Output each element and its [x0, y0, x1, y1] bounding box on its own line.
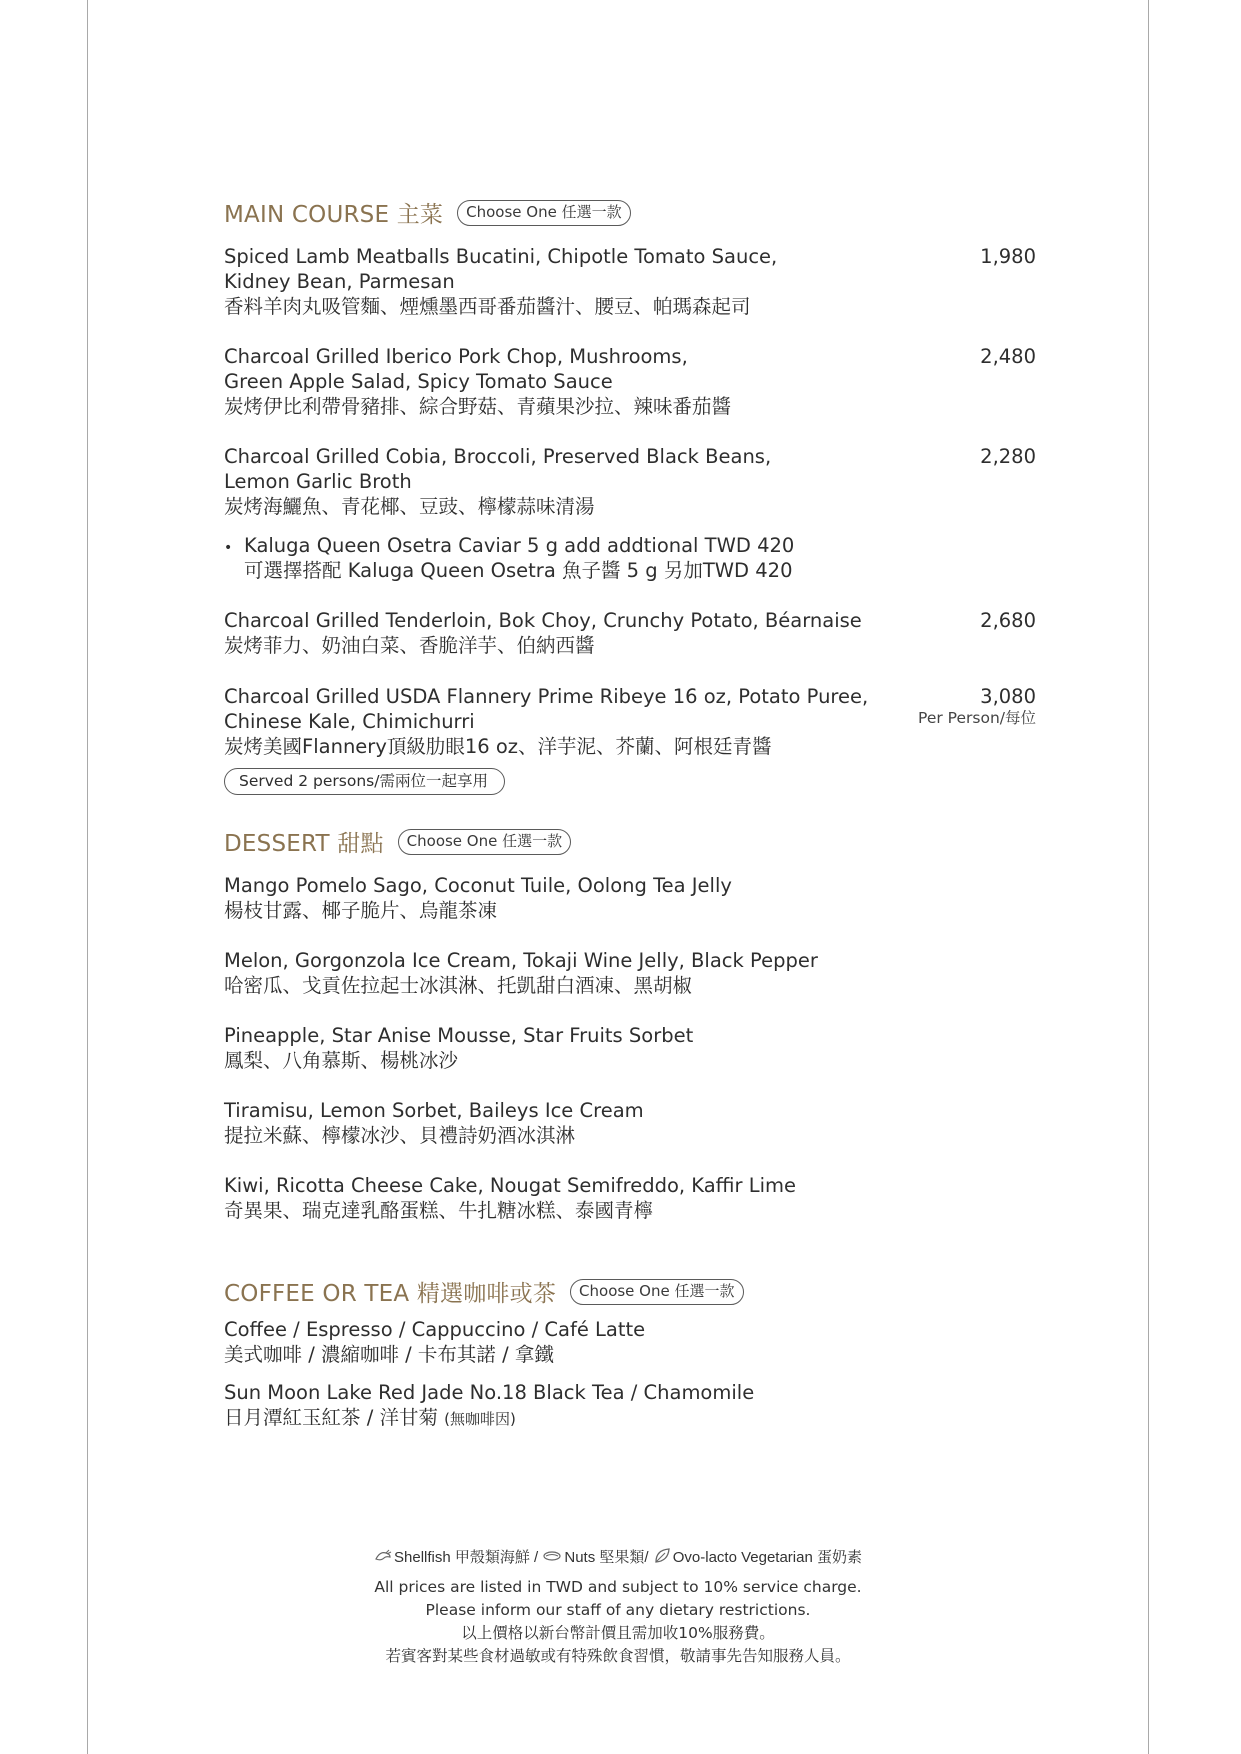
dessert-item [224, 1098, 1036, 1148]
item-name-zh: 炭烤美國Flannery頂級肋眼16 oz、洋芋泥、芥蘭、阿根廷青醬 [224, 735, 772, 758]
item-name-en-cont: Lemon Garlic Broth [224, 470, 412, 493]
caviar-addon-en: • Kaluga Queen Osetra Caviar 5 g add addtional TWD 420 [224, 533, 1036, 561]
main-course-title: MAIN COURSE 主菜 [224, 202, 444, 228]
bullet-icon: • [224, 540, 233, 556]
item-name-en: Melon, Gorgonzola Ice Cream, Tokaji Wine Jelly, Black Pepper [224, 949, 818, 972]
item-name-en-cont: Kidney Bean, Parmesan [224, 270, 455, 293]
item-name-en-cont: Green Apple Salad, Spicy Tomato Sauce [224, 370, 613, 393]
dessert-item [224, 873, 1036, 923]
item-name-en: Charcoal Grilled Iberico Pork Chop, Mushrooms, [224, 345, 688, 368]
coffee-choose-pill: Choose One 任選一款 [570, 1279, 743, 1305]
tea-item [224, 1380, 1036, 1432]
main-item-cobia [224, 444, 1036, 519]
item-price [918, 684, 1036, 727]
item-name-en-cont: Chinese Kale, Chimichurri [224, 710, 475, 733]
item-price-value: 3,080 [980, 685, 1036, 708]
decaf-note: (無咖啡因) [444, 1410, 516, 1428]
coffee-title: COFFEE OR TEA 精選咖啡或茶 [224, 1281, 557, 1307]
allergen-legend [87, 1546, 1149, 1567]
item-name-en: Charcoal Grilled Tenderloin, Bok Choy, Crunchy Potato, Béarnaise [224, 609, 862, 632]
item-name-zh: 香料羊肉丸吸管麵、煙燻墨西哥番茄醬汁、腰豆、帕瑪森起司 [224, 295, 751, 318]
item-name-en: Mango Pomelo Sago, Coconut Tuile, Oolong Tea Jelly [224, 874, 732, 897]
item-name-en: Coffee / Espresso / Cappuccino / Café Latte [224, 1318, 646, 1341]
main-item-lamb [224, 244, 1036, 319]
footer-note-dietary-zh: 若賓客對某些食材過敏或有特殊飲食習慣，敬請事先告知服務人員。 [385, 1647, 851, 1665]
coffee-header [224, 1275, 744, 1308]
nuts-icon [542, 1549, 562, 1567]
dessert-choose-pill: Choose One 任選一款 [398, 829, 571, 855]
footer-note-price-zh: 以上價格以新台幣計價且需加收10%服務費。 [461, 1624, 775, 1642]
item-price: 2,280 [980, 445, 1036, 468]
dessert-header [224, 825, 571, 858]
main-course-choose-pill: Choose One 任選一款 [457, 200, 630, 226]
item-name-zh: 奇異果、瑞克達乳酪蛋糕、牛扎糖冰糕、泰國青檸 [224, 1199, 654, 1222]
dessert-item [224, 1023, 1036, 1073]
legend-nuts: Nuts 堅果類/ [564, 1549, 649, 1566]
item-name-zh: 提拉米蘇、檸檬冰沙、貝禮詩奶酒冰淇淋 [224, 1124, 576, 1147]
item-name-en: Tiramisu, Lemon Sorbet, Baileys Ice Cream [224, 1099, 644, 1122]
footer-note-price: All prices are listed in TWD and subject to 10% service charge. [374, 1578, 862, 1596]
item-name-en: Sun Moon Lake Red Jade No.18 Black Tea / Chamomile [224, 1381, 755, 1404]
main-course-header [224, 196, 631, 229]
item-name-en: Spiced Lamb Meatballs Bucatini, Chipotle Tomato Sauce, [224, 245, 778, 268]
item-name-en: Kiwi, Ricotta Cheese Cake, Nougat Semifreddo, Kaffir Lime [224, 1174, 797, 1197]
served-two-pill: Served 2 persons/需兩位一起享用 [224, 768, 505, 795]
caviar-addon-zh: 可選擇搭配 Kaluga Queen Osetra 魚子醬 5 g 另加TWD 420 [244, 559, 793, 582]
shellfish-icon [374, 1549, 392, 1567]
main-item-tenderloin [224, 608, 1036, 658]
item-name-zh: 哈密瓜、戈貢佐拉起士冰淇淋、托凱甜白酒凍、黑胡椒 [224, 974, 693, 997]
item-name-en: Charcoal Grilled Cobia, Broccoli, Preserved Black Beans, [224, 445, 772, 468]
item-name-zh: 炭烤菲力、奶油白菜、香脆洋芋、伯納西醬 [224, 634, 595, 657]
item-name-en: Pineapple, Star Anise Mousse, Star Fruits Sorbet [224, 1024, 694, 1047]
item-name-zh: 楊枝甘露、椰子脆片、烏龍茶凍 [224, 899, 498, 922]
main-item-pork [224, 344, 1036, 419]
dessert-item [224, 948, 1036, 998]
item-name-zh: 炭烤海鱺魚、青花椰、豆豉、檸檬蒜味清湯 [224, 495, 595, 518]
dessert-title: DESSERT 甜點 [224, 831, 384, 857]
item-price-note: Per Person/每位 [918, 709, 1036, 727]
footer-note-dietary: Please inform our staff of any dietary restrictions. [425, 1601, 811, 1619]
main-item-ribeye [224, 684, 1036, 759]
item-name-en: Charcoal Grilled USDA Flannery Prime Ribeye 16 oz, Potato Puree, [224, 685, 869, 708]
item-price: 1,980 [980, 245, 1036, 268]
item-name-zh: 炭烤伊比利帶骨豬排、綜合野菇、青蘋果沙拉、辣味番茄醬 [224, 395, 732, 418]
dessert-item [224, 1173, 1036, 1223]
item-price: 2,680 [980, 609, 1036, 632]
item-name-zh: 美式咖啡 / 濃縮咖啡 / 卡布其諾 / 拿鐵 [224, 1343, 554, 1366]
item-name-zh: 鳳梨、八角慕斯、楊桃冰沙 [224, 1049, 459, 1072]
legend-veg: Ovo-lacto Vegetarian 蛋奶素 [672, 1549, 862, 1566]
item-name-zh: 日月潭紅玉紅茶 / 洋甘菊 (無咖啡因) [224, 1406, 516, 1429]
item-price: 2,480 [980, 345, 1036, 368]
coffee-item [224, 1317, 1036, 1367]
leaf-icon [653, 1547, 671, 1567]
legend-shellfish: Shellfish 甲殼類海鮮 / [394, 1549, 539, 1566]
